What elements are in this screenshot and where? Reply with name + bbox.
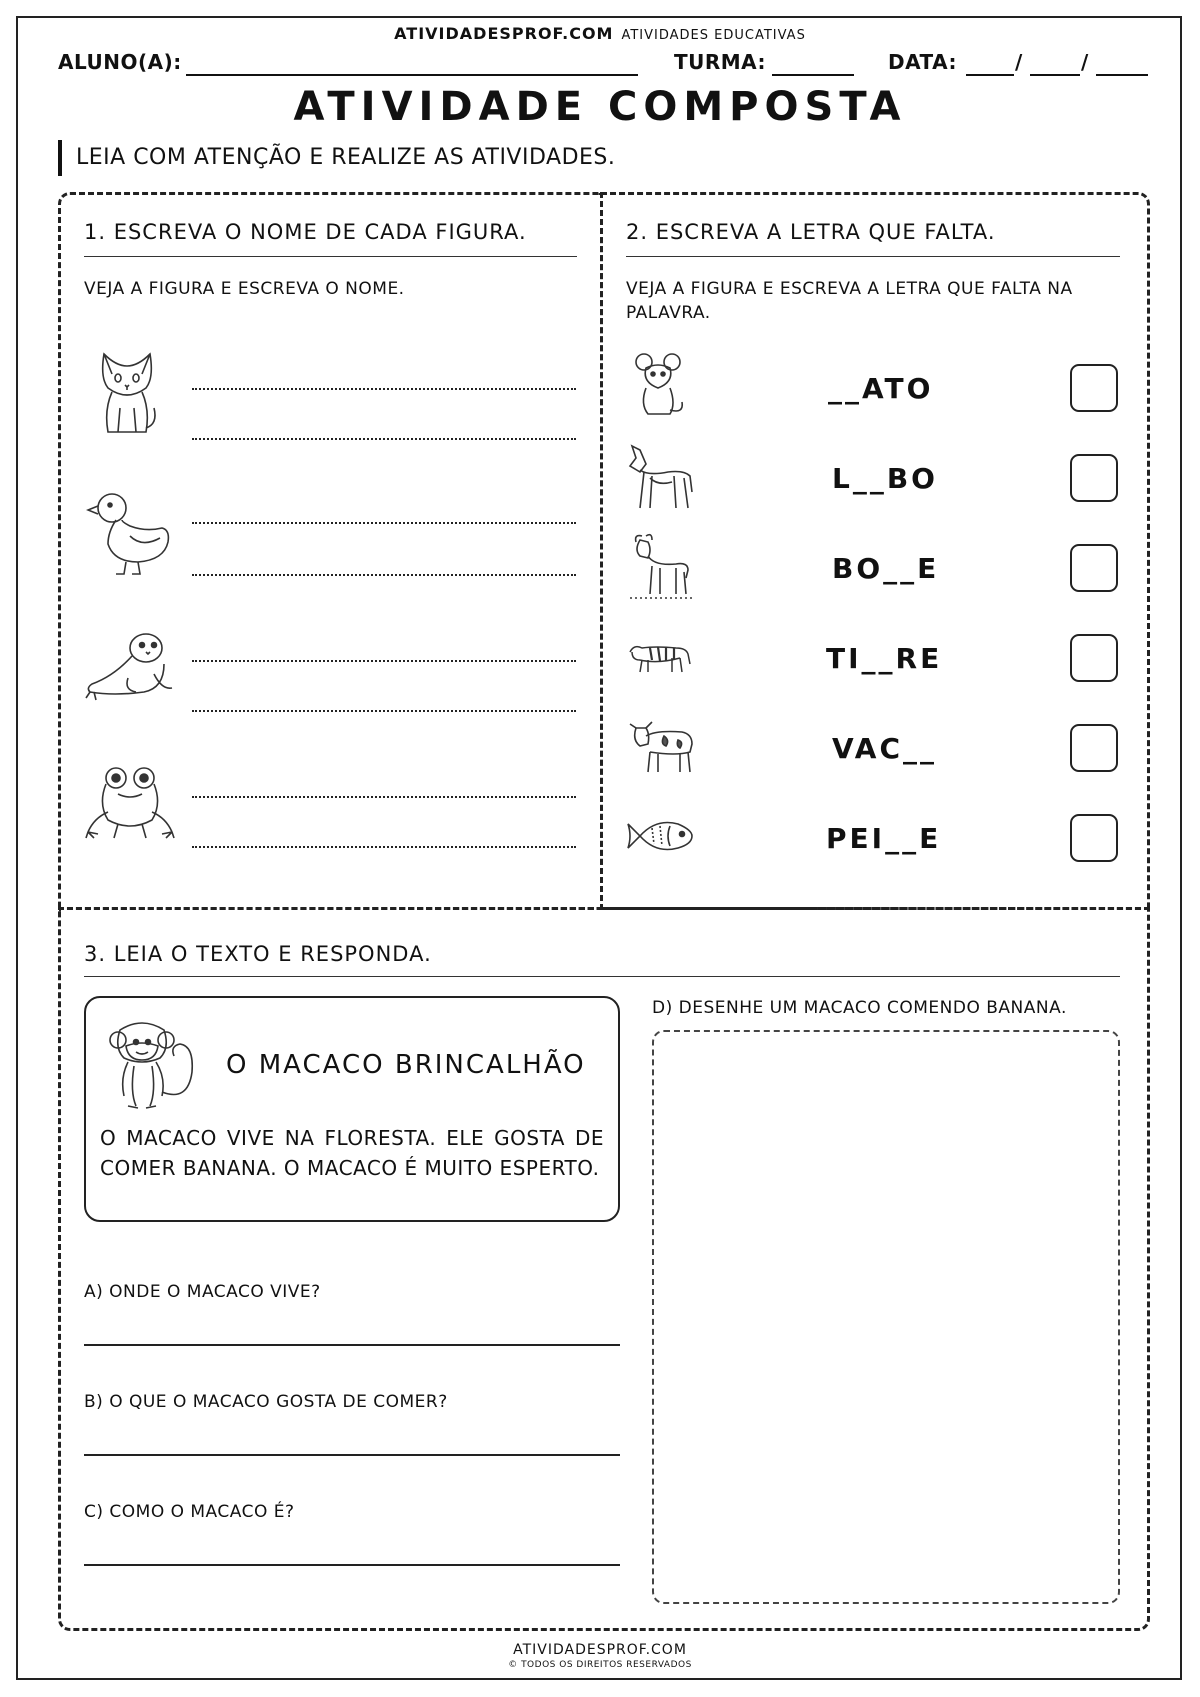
answer-line[interactable] bbox=[192, 574, 576, 576]
question-c: C) COMO O MACACO É? bbox=[84, 1502, 295, 1522]
date-label: DATA: bbox=[888, 50, 957, 74]
answer-line-c[interactable] bbox=[84, 1564, 620, 1566]
monkey-icon bbox=[108, 1012, 202, 1112]
student-name-field[interactable] bbox=[186, 74, 638, 76]
answer-line[interactable] bbox=[192, 846, 576, 848]
word-with-blank: PEI__E bbox=[826, 822, 942, 855]
answer-line[interactable] bbox=[192, 796, 576, 798]
section3-title: 3. LEIA O TEXTO E RESPONDA. bbox=[84, 942, 432, 966]
question-b: B) O QUE O MACACO GOSTA DE COMER? bbox=[84, 1392, 448, 1412]
footer-rights: © TODOS OS DIREITOS RESERVADOS bbox=[508, 1660, 692, 1670]
date-year-field[interactable] bbox=[1096, 74, 1148, 76]
letter-answer-box[interactable] bbox=[1070, 814, 1118, 862]
site-name: ATIVIDADESPROF.COM bbox=[394, 24, 614, 43]
word-with-blank: BO__E bbox=[832, 552, 940, 585]
word-with-blank: __ATO bbox=[828, 372, 934, 405]
date-separator: / bbox=[1015, 50, 1023, 74]
goat-icon bbox=[630, 532, 692, 602]
duck-icon bbox=[86, 486, 172, 576]
answer-line[interactable] bbox=[192, 522, 576, 524]
section2-rule bbox=[626, 256, 1120, 257]
story-text: O MACACO VIVE NA FLORESTA. ELE GOSTA DE COMER BANANA. O MACACO É MUITO ESPERTO. bbox=[100, 1126, 604, 1180]
site-header bbox=[0, 24, 1200, 43]
letter-answer-box[interactable] bbox=[1070, 364, 1118, 412]
student-label: ALUNO(A): bbox=[58, 50, 182, 74]
drawing-area[interactable] bbox=[652, 1030, 1120, 1604]
word-with-blank: TI__RE bbox=[826, 642, 943, 675]
rat-icon bbox=[632, 352, 688, 422]
draw-prompt: D) DESENHE UM MACACO COMENDO BANANA. bbox=[652, 998, 1067, 1018]
class-field[interactable] bbox=[772, 74, 854, 76]
footer-site: ATIVIDADESPROF.COM bbox=[513, 1642, 687, 1658]
frog-icon bbox=[84, 764, 176, 844]
answer-line[interactable] bbox=[192, 388, 576, 390]
section1-subtitle: VEJA A FIGURA E ESCREVA O NOME. bbox=[84, 279, 405, 299]
section3-rule bbox=[84, 976, 1120, 977]
letter-answer-box[interactable] bbox=[1070, 544, 1118, 592]
wolf-icon bbox=[628, 442, 694, 512]
letter-answer-box[interactable] bbox=[1070, 454, 1118, 502]
section2-title: 2. ESCREVA A LETRA QUE FALTA. bbox=[626, 220, 996, 244]
tiger-icon bbox=[628, 640, 692, 676]
answer-line[interactable] bbox=[192, 710, 576, 712]
date-separator: / bbox=[1081, 50, 1089, 74]
date-month-field[interactable] bbox=[1030, 74, 1080, 76]
story-title: O MACACO BRINCALHÃO bbox=[226, 1050, 586, 1080]
question-a: A) ONDE O MACACO VIVE? bbox=[84, 1282, 321, 1302]
site-subtitle: ATIVIDADES EDUCATIVAS bbox=[621, 28, 806, 43]
class-label: TURMA: bbox=[674, 50, 767, 74]
letter-answer-box[interactable] bbox=[1070, 724, 1118, 772]
answer-line[interactable] bbox=[192, 660, 576, 662]
section2-subtitle: VEJA A FIGURA E ESCREVA A LETRA QUE FALTA NA PALAVRA. bbox=[626, 279, 1073, 323]
fish-icon bbox=[626, 814, 696, 858]
word-with-blank: L__BO bbox=[832, 462, 938, 495]
answer-line[interactable] bbox=[192, 438, 576, 440]
seal-icon bbox=[84, 630, 174, 702]
letter-answer-box[interactable] bbox=[1070, 634, 1118, 682]
date-day-field[interactable] bbox=[966, 74, 1014, 76]
instruction: LEIA COM ATENÇÃO E REALIZE AS ATIVIDADES. bbox=[58, 140, 615, 176]
answer-line-a[interactable] bbox=[84, 1344, 620, 1346]
section1-rule bbox=[84, 256, 577, 257]
word-with-blank: VAC__ bbox=[832, 732, 937, 765]
page-title: ATIVIDADE COMPOSTA bbox=[293, 84, 907, 130]
answer-line-b[interactable] bbox=[84, 1454, 620, 1456]
cat-icon bbox=[94, 348, 160, 440]
section1-title: 1. ESCREVA O NOME DE CADA FIGURA. bbox=[84, 220, 527, 244]
cow-icon bbox=[626, 716, 696, 776]
story-card bbox=[84, 996, 620, 1222]
